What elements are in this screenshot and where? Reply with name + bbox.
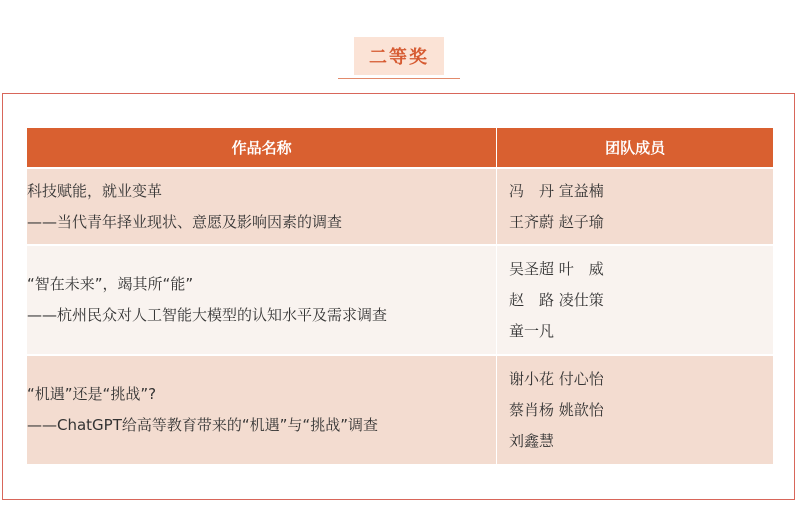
work-subtitle-line: ——ChatGPT给高等教育带来的“机遇”与“挑战”调查 <box>27 416 378 434</box>
header-team-members: 团队成员 <box>605 139 666 157</box>
work-name-cell <box>27 356 497 464</box>
member-line: 蔡肖杨 姚歆怡 <box>509 400 604 419</box>
table-header <box>27 128 773 167</box>
work-title-line: “机遇”还是“挑战”? <box>27 385 157 403</box>
team-members-cell <box>497 246 773 354</box>
header-work-name: 作品名称 <box>27 128 497 167</box>
section-underline <box>338 78 460 79</box>
table-row <box>27 167 773 244</box>
member-line: 吴圣超 叶 威 <box>509 259 604 278</box>
member-line: 赵 路 凌仕策 <box>509 290 604 309</box>
member-line: 王齐蔚 赵子瑜 <box>509 212 604 231</box>
work-name-cell <box>27 246 497 354</box>
work-name-cell <box>27 169 497 244</box>
work-subtitle-line: ——杭州民众对人工智能大模型的认知水平及需求调查 <box>27 306 388 324</box>
work-subtitle-line: ——当代青年择业现状、意愿及影响因素的调查 <box>27 212 343 231</box>
team-members-cell <box>497 356 773 464</box>
work-title-line: 科技赋能，就业变革 <box>27 181 163 200</box>
table-row <box>27 354 773 464</box>
section-title: 二等奖 <box>354 37 444 75</box>
member-line: 刘鑫慧 <box>509 431 555 450</box>
team-members-cell <box>497 169 773 244</box>
section-title-block <box>338 33 460 79</box>
member-line: 冯 丹 宣益楠 <box>509 181 604 200</box>
member-line: 谢小花 付心怡 <box>509 369 604 388</box>
work-title-line: “智在未来”，竭其所“能” <box>27 275 194 293</box>
award-table <box>27 128 773 464</box>
member-line: 童一凡 <box>509 321 555 340</box>
table-row <box>27 244 773 354</box>
